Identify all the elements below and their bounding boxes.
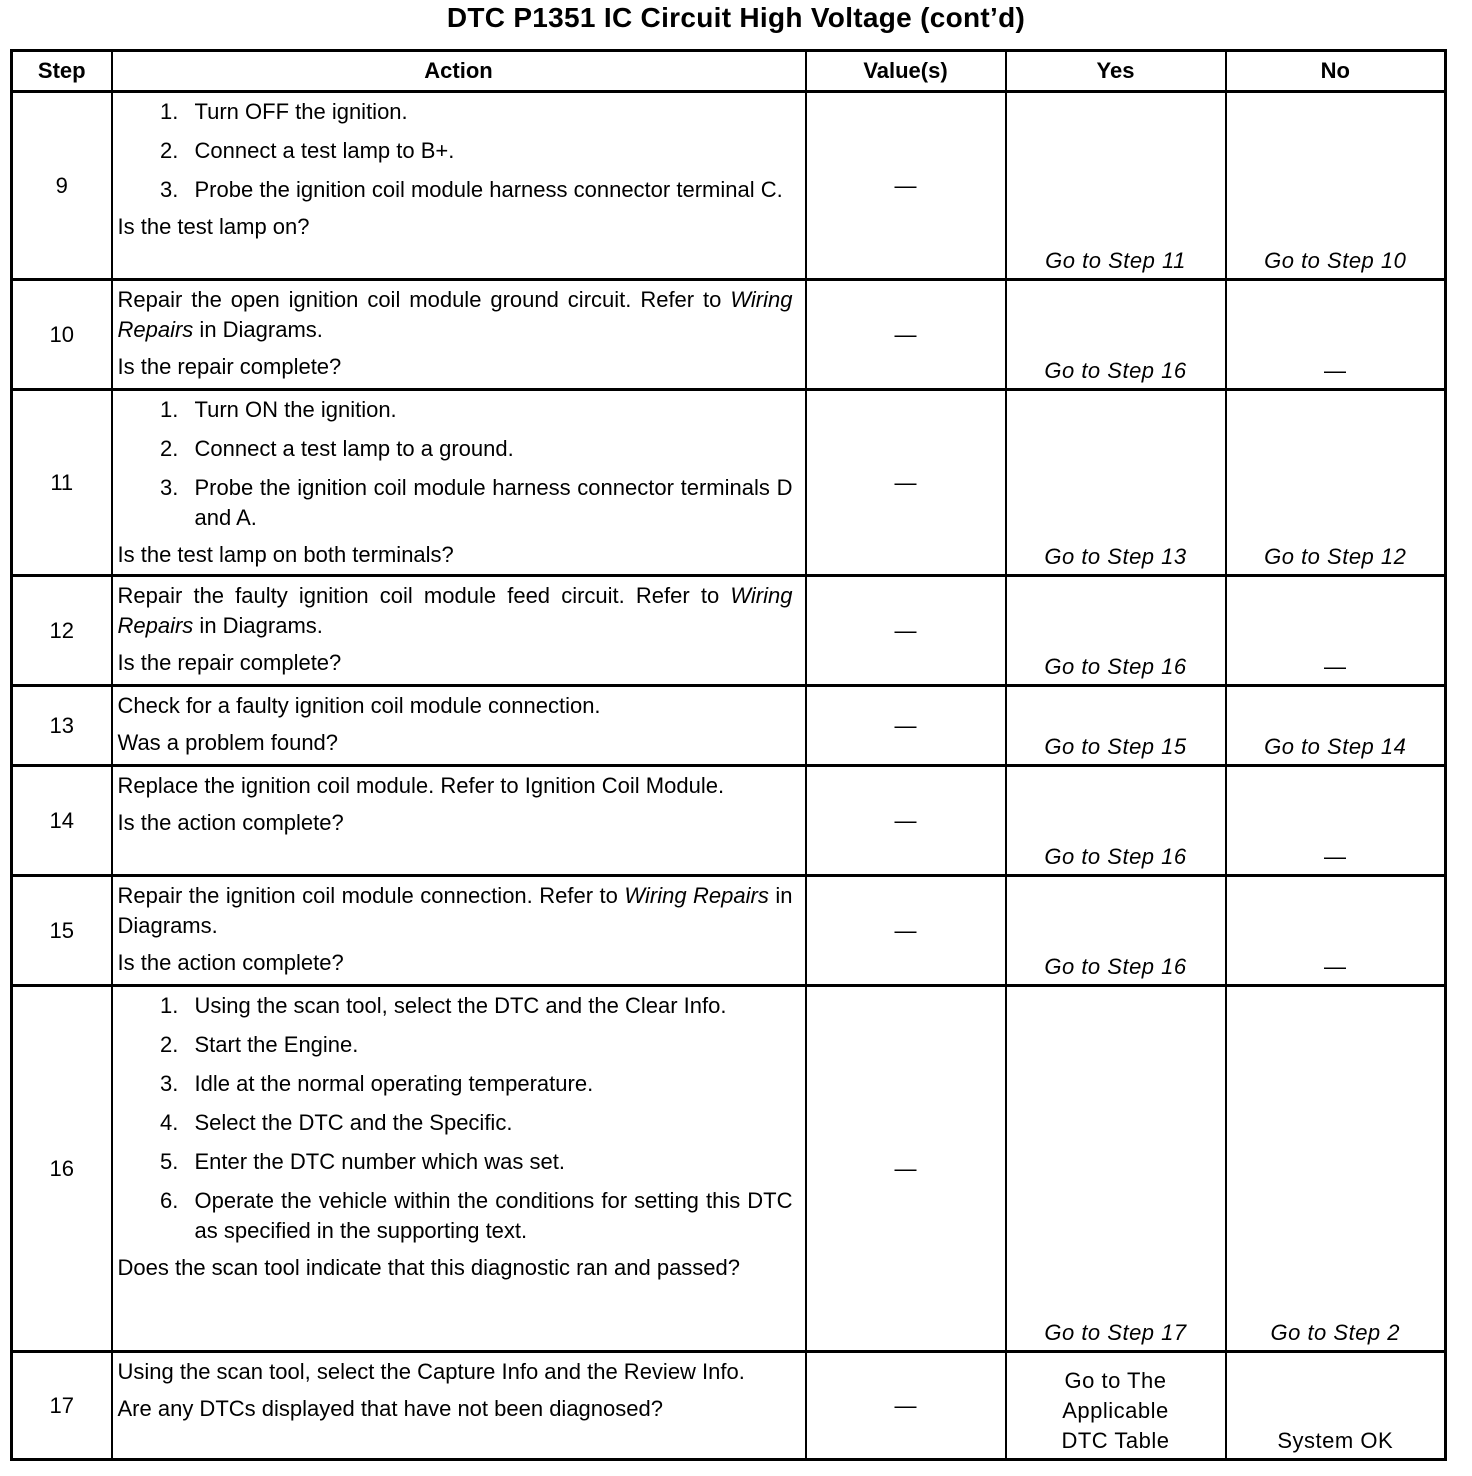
no-cell: [1226, 92, 1446, 280]
action-step: 3. Idle at the normal operating temperature.: [185, 1069, 793, 1099]
instruction-text: Repair the faulty ignition coil module feed circuit. Refer to: [117, 583, 731, 608]
no-answer: —: [1324, 654, 1347, 679]
action-cell: [112, 986, 806, 1352]
action-instruction: Replace the ignition coil module. Refer to Ignition Coil Module.: [117, 773, 725, 798]
no-answer: System OK: [1277, 1428, 1394, 1453]
action-instruction: [118, 581, 793, 641]
yes-goto-link[interactable]: Go to Step 11: [1045, 248, 1186, 273]
action-cell: [112, 1352, 806, 1460]
no-cell: [1226, 686, 1446, 766]
action-steps-list: [118, 395, 793, 533]
no-answer: —: [1324, 358, 1347, 383]
action-cell: [112, 92, 806, 280]
action-step: 1. Turn ON the ignition.: [185, 395, 793, 425]
yes-cell: [1006, 986, 1226, 1352]
instruction-text: in Diagrams.: [193, 613, 323, 638]
yes-goto-link[interactable]: Go to The Applicable DTC Table: [1061, 1368, 1170, 1453]
action-step: 3. Probe the ignition coil module harness connector terminals D and A.: [185, 473, 793, 533]
step-number: 9: [12, 92, 112, 280]
table-row-step-14: [12, 766, 1446, 876]
table-row-step-12: [12, 576, 1446, 686]
no-goto-link[interactable]: Go to Step 12: [1264, 544, 1407, 569]
instruction-text: Repair the ignition coil module connection. Refer to: [117, 883, 625, 908]
no-cell: [1226, 986, 1446, 1352]
no-cell: [1226, 280, 1446, 390]
yes-goto-link[interactable]: Go to Step 15: [1044, 734, 1187, 759]
yes-goto-link[interactable]: Go to Step 17: [1044, 1320, 1187, 1345]
no-cell: [1226, 1352, 1446, 1460]
column-header-step: Step: [12, 51, 112, 92]
action-question: Is the action complete?: [117, 950, 344, 975]
action-instruction: Check for a faulty ignition coil module connection.: [117, 693, 601, 718]
step-number: 14: [12, 766, 112, 876]
column-header-no: No: [1226, 51, 1446, 92]
action-step: 1. Turn OFF the ignition.: [185, 97, 793, 127]
yes-goto-link[interactable]: Go to Step 16: [1044, 844, 1187, 869]
action-cell: [112, 576, 806, 686]
action-question: Is the repair complete?: [117, 650, 342, 675]
action-step: 4. Select the DTC and the Specific.: [185, 1108, 793, 1138]
value-cell: —: [806, 766, 1006, 876]
action-question: Is the test lamp on?: [117, 214, 310, 239]
column-header-action: Action: [112, 51, 806, 92]
yes-cell: [1006, 1352, 1226, 1460]
reference-link[interactable]: Wiring Repairs: [624, 883, 769, 908]
no-answer: —: [1324, 844, 1347, 869]
action-question: Is the action complete?: [117, 810, 344, 835]
no-goto-link[interactable]: Go to Step 2: [1270, 1320, 1401, 1345]
yes-goto-link[interactable]: Go to Step 16: [1044, 954, 1187, 979]
step-number: 15: [12, 876, 112, 986]
action-step: 1. Using the scan tool, select the DTC and the Clear Info.: [185, 991, 793, 1021]
yes-cell: [1006, 92, 1226, 280]
step-number: 16: [12, 986, 112, 1352]
action-steps-list: [118, 97, 793, 205]
action-cell: [112, 876, 806, 986]
table-header-row: [12, 51, 1446, 92]
yes-cell: [1006, 876, 1226, 986]
no-cell: [1226, 390, 1446, 576]
step-number: 11: [12, 390, 112, 576]
no-cell: [1226, 576, 1446, 686]
value-cell: —: [806, 390, 1006, 576]
table-row-step-10: [12, 280, 1446, 390]
yes-goto-link[interactable]: Go to Step 16: [1044, 358, 1187, 383]
instruction-text: in Diagrams.: [117, 883, 793, 938]
action-question: Does the scan tool indicate that this diagnostic ran and passed?: [117, 1255, 741, 1280]
instruction-text: in Diagrams.: [193, 317, 323, 342]
yes-cell: [1006, 576, 1226, 686]
no-goto-link[interactable]: Go to Step 10: [1264, 248, 1407, 273]
column-header-values: Value(s): [806, 51, 1006, 92]
diagnostic-table: [10, 49, 1447, 1461]
value-cell: —: [806, 876, 1006, 986]
yes-cell: [1006, 280, 1226, 390]
action-question: Was a problem found?: [117, 730, 339, 755]
action-cell: [112, 766, 806, 876]
value-cell: —: [806, 1352, 1006, 1460]
action-cell: [112, 686, 806, 766]
reference-link[interactable]: Wiring Repairs: [117, 287, 793, 342]
action-step: 2. Start the Engine.: [185, 1030, 793, 1060]
column-header-yes: Yes: [1006, 51, 1226, 92]
action-step: 5. Enter the DTC number which was set.: [185, 1147, 793, 1177]
action-cell: [112, 390, 806, 576]
table-row-step-16: [12, 986, 1446, 1352]
table-row-step-15: [12, 876, 1446, 986]
table-row-step-13: [12, 686, 1446, 766]
yes-cell: [1006, 766, 1226, 876]
step-number: 13: [12, 686, 112, 766]
table-row-step-11: [12, 390, 1446, 576]
no-goto-link[interactable]: Go to Step 14: [1264, 734, 1407, 759]
yes-goto-link[interactable]: Go to Step 13: [1044, 544, 1187, 569]
action-question: Is the test lamp on both terminals?: [117, 542, 454, 567]
yes-goto-link[interactable]: Go to Step 16: [1044, 654, 1187, 679]
instruction-text: Repair the open ignition coil module ground circuit. Refer to: [117, 287, 731, 312]
action-step: 3. Probe the ignition coil module harness connector terminal C.: [185, 175, 793, 205]
page-title: DTC P1351 IC Circuit High Voltage (cont’d): [446, 2, 1026, 33]
no-answer: —: [1324, 954, 1347, 979]
action-question: Is the repair complete?: [117, 354, 342, 379]
step-number: 12: [12, 576, 112, 686]
action-instruction: [118, 881, 793, 941]
value-cell: —: [806, 92, 1006, 280]
no-cell: [1226, 766, 1446, 876]
action-step: 2. Connect a test lamp to a ground.: [185, 434, 793, 464]
yes-cell: [1006, 390, 1226, 576]
value-cell: —: [806, 576, 1006, 686]
table-row-step-17: [12, 1352, 1446, 1460]
table-row-step-9: [12, 92, 1446, 280]
action-step: 6. Operate the vehicle within the conditions for setting this DTC as specified in the supporting text.: [185, 1186, 793, 1246]
action-cell: [112, 280, 806, 390]
yes-cell: [1006, 686, 1226, 766]
value-cell: —: [806, 280, 1006, 390]
action-step: 2. Connect a test lamp to B+.: [185, 136, 793, 166]
no-cell: [1226, 876, 1446, 986]
action-question: Are any DTCs displayed that have not been diagnosed?: [117, 1396, 663, 1421]
step-number: 17: [12, 1352, 112, 1460]
action-steps-list: [118, 991, 793, 1246]
action-instruction: [118, 285, 793, 345]
value-cell: —: [806, 686, 1006, 766]
action-instruction: Using the scan tool, select the Capture Info and the Review Info.: [117, 1359, 745, 1384]
value-cell: —: [806, 986, 1006, 1352]
reference-link[interactable]: Wiring Repairs: [117, 583, 793, 638]
step-number: 10: [12, 280, 112, 390]
